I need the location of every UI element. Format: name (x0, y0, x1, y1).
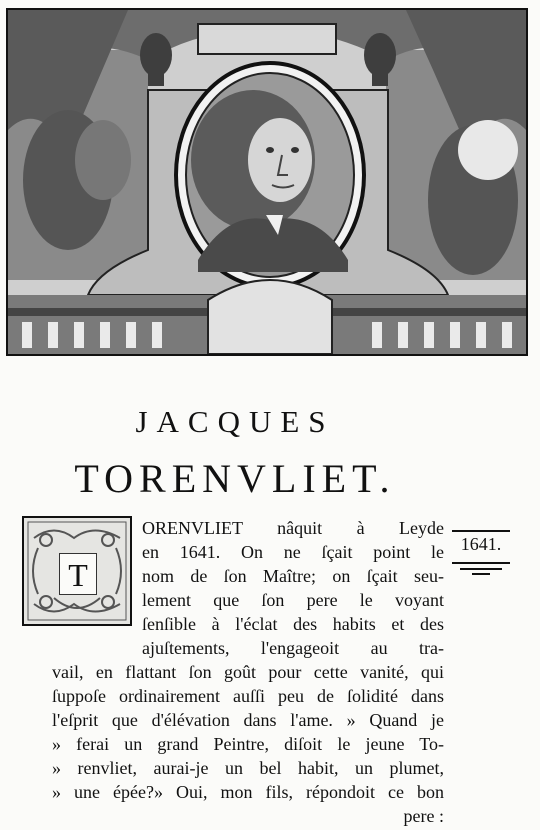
body-line: ſenſible à l'éclat des habits et des (142, 614, 444, 634)
margin-rule (452, 530, 510, 532)
margin-year-note (452, 530, 510, 578)
body-line: vail, en flattant ſon goût pour cette vanité, qui (52, 662, 444, 682)
body-line: » une épée?» Oui, mon fils, répondoit ce bon (52, 782, 444, 802)
body-line: ſuppoſe ordinairement auſſi peu de ſolidité dans (52, 686, 444, 706)
body-line: l'eſprit que d'élévation dans l'ame. » Quand je (52, 710, 444, 730)
body-line: pere : (403, 806, 444, 826)
body-line: nom de ſon Maître; on ſçait seu- (142, 566, 444, 586)
margin-year: 1641. (460, 534, 502, 554)
title-surname: TORENVLIET. (74, 456, 396, 501)
dropcap-ornament (22, 516, 132, 626)
dropcap-letter: T (59, 553, 97, 595)
margin-rule (452, 562, 510, 564)
margin-rule (472, 573, 490, 575)
body-line: en 1641. On ne ſçait point le (142, 542, 444, 562)
margin-rule (460, 568, 502, 570)
body-line: » ferai un grand Peintre, diſoit le jeune To- (52, 734, 444, 754)
title-first-name: JACQUES (135, 404, 335, 439)
body-line: » renvliet, aurai-je un bel habit, un plumet, (52, 758, 444, 778)
body-line: lement que ſon pere le voyant (142, 590, 444, 610)
body-line: ORENVLIET nâquit à Leyde (142, 518, 444, 538)
portrait-engraving (6, 8, 528, 356)
body-line: ajuſtements, l'engageoit au tra- (142, 638, 444, 658)
